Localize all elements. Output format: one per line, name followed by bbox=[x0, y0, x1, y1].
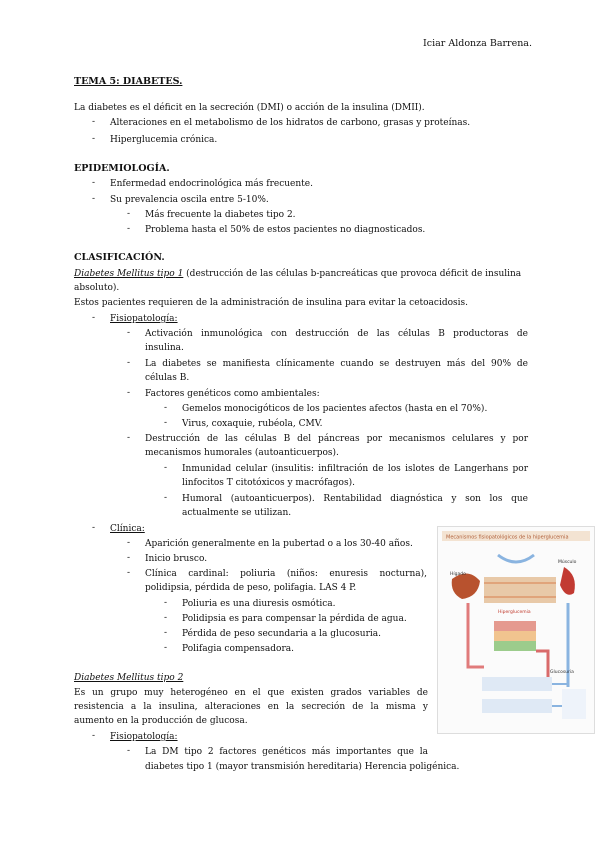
bullet-dash: - bbox=[127, 746, 131, 756]
fisio-item: Factores genéticos como ambientales: bbox=[145, 389, 320, 399]
dm2-fisio-item: La DM tipo 2 factores genéticos más importantes que la bbox=[145, 747, 428, 757]
bullet-dash: - bbox=[164, 628, 168, 638]
fisio-item-cont: insulina. bbox=[145, 343, 184, 353]
bullet-dash: - bbox=[92, 134, 96, 144]
bullet-dash: - bbox=[127, 388, 131, 398]
fisio-subitem: Inmunidad celular (insulitis: infiltración de los islotes de Langerhans por bbox=[182, 464, 528, 474]
fisio-subitem: Humoral (autoanticuerpos). Rentabilidad diagnóstica y son los que bbox=[182, 494, 528, 504]
glucosuria-label: Glucosuria bbox=[550, 670, 574, 675]
liver-label: Hígado bbox=[450, 572, 466, 577]
fisio-item: La diabetes se manifiesta clínicamente cuando se destruyen más del 90% de bbox=[145, 359, 528, 369]
liver-icon bbox=[452, 573, 480, 599]
fisio-subitem: Virus, coxaquie, rubéola, CMV. bbox=[182, 419, 323, 429]
fisio-label: Fisiopatología: bbox=[110, 314, 178, 324]
bullet-dash: - bbox=[164, 598, 168, 608]
bullet-dash: - bbox=[164, 493, 168, 503]
blood-vessel bbox=[484, 577, 556, 603]
bullet-dash: - bbox=[164, 613, 168, 623]
bullet-dash: - bbox=[92, 313, 96, 323]
bullet-dash: - bbox=[127, 433, 131, 443]
bullet-dash: - bbox=[127, 538, 131, 548]
fisio-item-cont: células B. bbox=[145, 373, 190, 383]
author-name: Iciar Aldonza Barrena. bbox=[423, 38, 532, 49]
clinica-subitem: Poliuria es una diuresis osmótica. bbox=[182, 599, 336, 609]
bullet-dash: - bbox=[92, 523, 96, 533]
epi-item: Enfermedad endocrinológica más frecuente. bbox=[110, 179, 313, 189]
bullet-dash: - bbox=[127, 224, 131, 234]
fisio-item: Destrucción de las células B del páncreas por mecanismos celulares y por bbox=[145, 434, 528, 444]
bullet-dash: - bbox=[127, 568, 131, 578]
epi-subitem: Más frecuente la diabetes tipo 2. bbox=[145, 210, 296, 220]
clinica-subitem: Polifagia compensadora. bbox=[182, 644, 294, 654]
diagram-illustration bbox=[438, 527, 594, 733]
dm1-label: Diabetes Mellitus tipo 1 bbox=[74, 269, 184, 279]
dm2-fisio-item-cont: diabetes tipo 1 (mayor transmisión hereditaria) Herencia poligénica. bbox=[145, 762, 460, 772]
bullet-dash: - bbox=[127, 358, 131, 368]
page-title: TEMA 5: DIABETES. bbox=[74, 76, 183, 87]
bullet-dash: - bbox=[164, 463, 168, 473]
fisio-item: Activación inmunológica con destrucción de las células B productoras de bbox=[145, 329, 528, 339]
hyperglycemia-label: Hiperglucemia bbox=[498, 610, 531, 615]
bullet-dash: - bbox=[164, 403, 168, 413]
fisio-subitem-cont: actualmente se utilizan. bbox=[182, 508, 292, 518]
clinica-item: Inicio brusco. bbox=[145, 554, 208, 564]
bullet-dash: - bbox=[127, 328, 131, 338]
section-heading-clasificacion: CLASIFICACIÓN. bbox=[74, 252, 165, 263]
bullet-dash: - bbox=[127, 209, 131, 219]
epi-item: Su prevalencia oscila entre 5-10%. bbox=[110, 195, 269, 205]
dm1-line bbox=[74, 268, 521, 280]
bullet-dash: - bbox=[92, 194, 96, 204]
intro-text: La diabetes es el déficit en la secreción (DMI) o acción de la insulina (DMII). bbox=[74, 103, 425, 113]
fisio-item-cont: mecanismos humorales (autoanticuerpos). bbox=[145, 448, 339, 458]
fisio-subitem: Gemelos monocigóticos de los pacientes afectos (hasta en el 70%). bbox=[182, 404, 488, 414]
dm1-description: (destrucción de las células b-pancreáticas que provoca déficit de insulina bbox=[183, 269, 522, 279]
muscle-label: Músculo bbox=[558, 560, 577, 565]
bullet-dash: - bbox=[92, 731, 96, 741]
dm2-label: Diabetes Mellitus tipo 2 bbox=[74, 673, 184, 683]
clinica-item: Clínica cardinal: poliuria (niños: enuresis nocturna), bbox=[145, 569, 427, 579]
dm2-fisio-label: Fisiopatología: bbox=[110, 732, 178, 742]
dm2-description-cont: resistencia a la insulina, alteraciones en la secreción de la misma y bbox=[74, 702, 428, 712]
bullet-dash: - bbox=[127, 553, 131, 563]
fisio-subitem-cont: linfocitos T citotóxicos y macrófagos). bbox=[182, 478, 355, 488]
dm2-description: Es un grupo muy heterogéneo en el que existen grados variables de bbox=[74, 688, 428, 698]
clinica-subitem: Polidipsia es para compensar la pérdida de agua. bbox=[182, 614, 407, 624]
bullet-dash: - bbox=[92, 178, 96, 188]
bullet-dash: - bbox=[164, 643, 168, 653]
dm1-description-cont: absoluto). bbox=[74, 283, 120, 293]
dm2-description-cont: aumento en la producción de glucosa. bbox=[74, 716, 248, 726]
figure-caption: Mecanismos fisiopatológicos de la hiperglucemia bbox=[446, 534, 569, 541]
muscle-icon bbox=[560, 567, 575, 595]
hyperglycemia-diagram bbox=[437, 526, 595, 734]
dm1-treatment: Estos pacientes requieren de la administración de insulina para evitar la cetoacidosis. bbox=[74, 298, 468, 308]
intro-item: Alteraciones en el metabolismo de los hidratos de carbono, grasas y proteínas. bbox=[110, 118, 471, 128]
bullet-dash: - bbox=[92, 117, 96, 127]
intro-item: Hiperglucemia crónica. bbox=[110, 135, 218, 145]
epi-subitem: Problema hasta el 50% de estos pacientes no diagnosticados. bbox=[145, 225, 426, 235]
clinica-item: Aparición generalmente en la pubertad o a los 30-40 años. bbox=[145, 539, 413, 549]
clinica-label: Clínica: bbox=[110, 524, 145, 534]
section-heading-epidemiologia: EPIDEMIOLOGÍA. bbox=[74, 163, 170, 174]
clinica-subitem: Pérdida de peso secundaria a la glucosuria. bbox=[182, 629, 382, 639]
bullet-dash: - bbox=[164, 418, 168, 428]
clinica-item-cont: polidipsia, pérdida de peso, polifagia. LAS 4 P. bbox=[145, 583, 357, 593]
